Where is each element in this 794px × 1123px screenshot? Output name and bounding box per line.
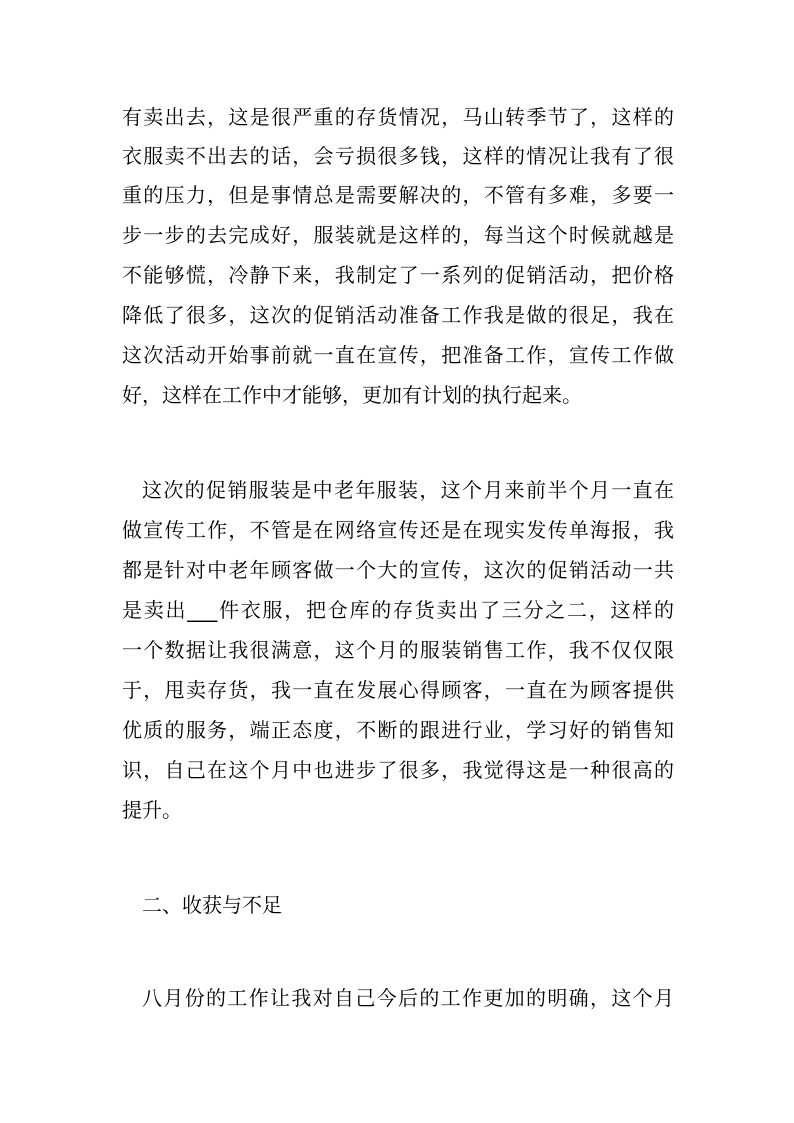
text-line: 步一步的去完成好，服装就是这样的，每当这个时候就越是 <box>122 223 674 247</box>
text-line: 一个数据让我很满意，这个月的服装销售工作，我不仅仅限 <box>122 638 674 662</box>
text-line: 提升。 <box>122 798 182 822</box>
text-line: 都是针对中老年顾客做一个大的宣传，这次的促销活动一共 <box>122 558 674 582</box>
text-line: 重的压力，但是事情总是需要解决的，不管有多难，多要一 <box>122 183 674 207</box>
text-line: 有卖出去，这是很严重的存货情况，马山转季节了，这样的 <box>122 105 674 129</box>
text-line: 衣服卖不出去的话，会亏损很多钱，这样的情况让我有了很 <box>122 144 674 168</box>
text-line: 降低了很多，这次的促销活动准备工作我是做的很足，我在 <box>122 303 674 327</box>
text-line: 不能够慌，冷静下来，我制定了一系列的促销活动，把价格 <box>122 263 674 287</box>
text-line: 好，这样在工作中才能够，更加有计划的执行起来。 <box>122 383 582 407</box>
section-heading: 二、收获与不足 <box>142 893 282 917</box>
text-line: 做宣传工作，不管是在网络宣传还是在现实发传单海报，我 <box>122 518 674 542</box>
text-line: 于，甩卖存货，我一直在发展心得顾客，一直在为顾客提供 <box>122 678 674 702</box>
text-line: 这次的促销服装是中老年服装，这个月来前半个月一直在 <box>142 478 674 502</box>
text-line: 八月份的工作让我对自己今后的工作更加的明确，这个月 <box>142 986 674 1010</box>
text-line: 优质的服务，端正态度，不断的跟进行业，学习好的销售知 <box>122 718 674 742</box>
text-line: 是卖出___件衣服，把仓库的存货卖出了三分之二，这样的 <box>122 598 674 622</box>
text-line: 这次活动开始事前就一直在宣传，把准备工作，宣传工作做 <box>122 343 674 367</box>
text-line: 识，自己在这个月中也进步了很多，我觉得这是一种很高的 <box>122 758 674 782</box>
